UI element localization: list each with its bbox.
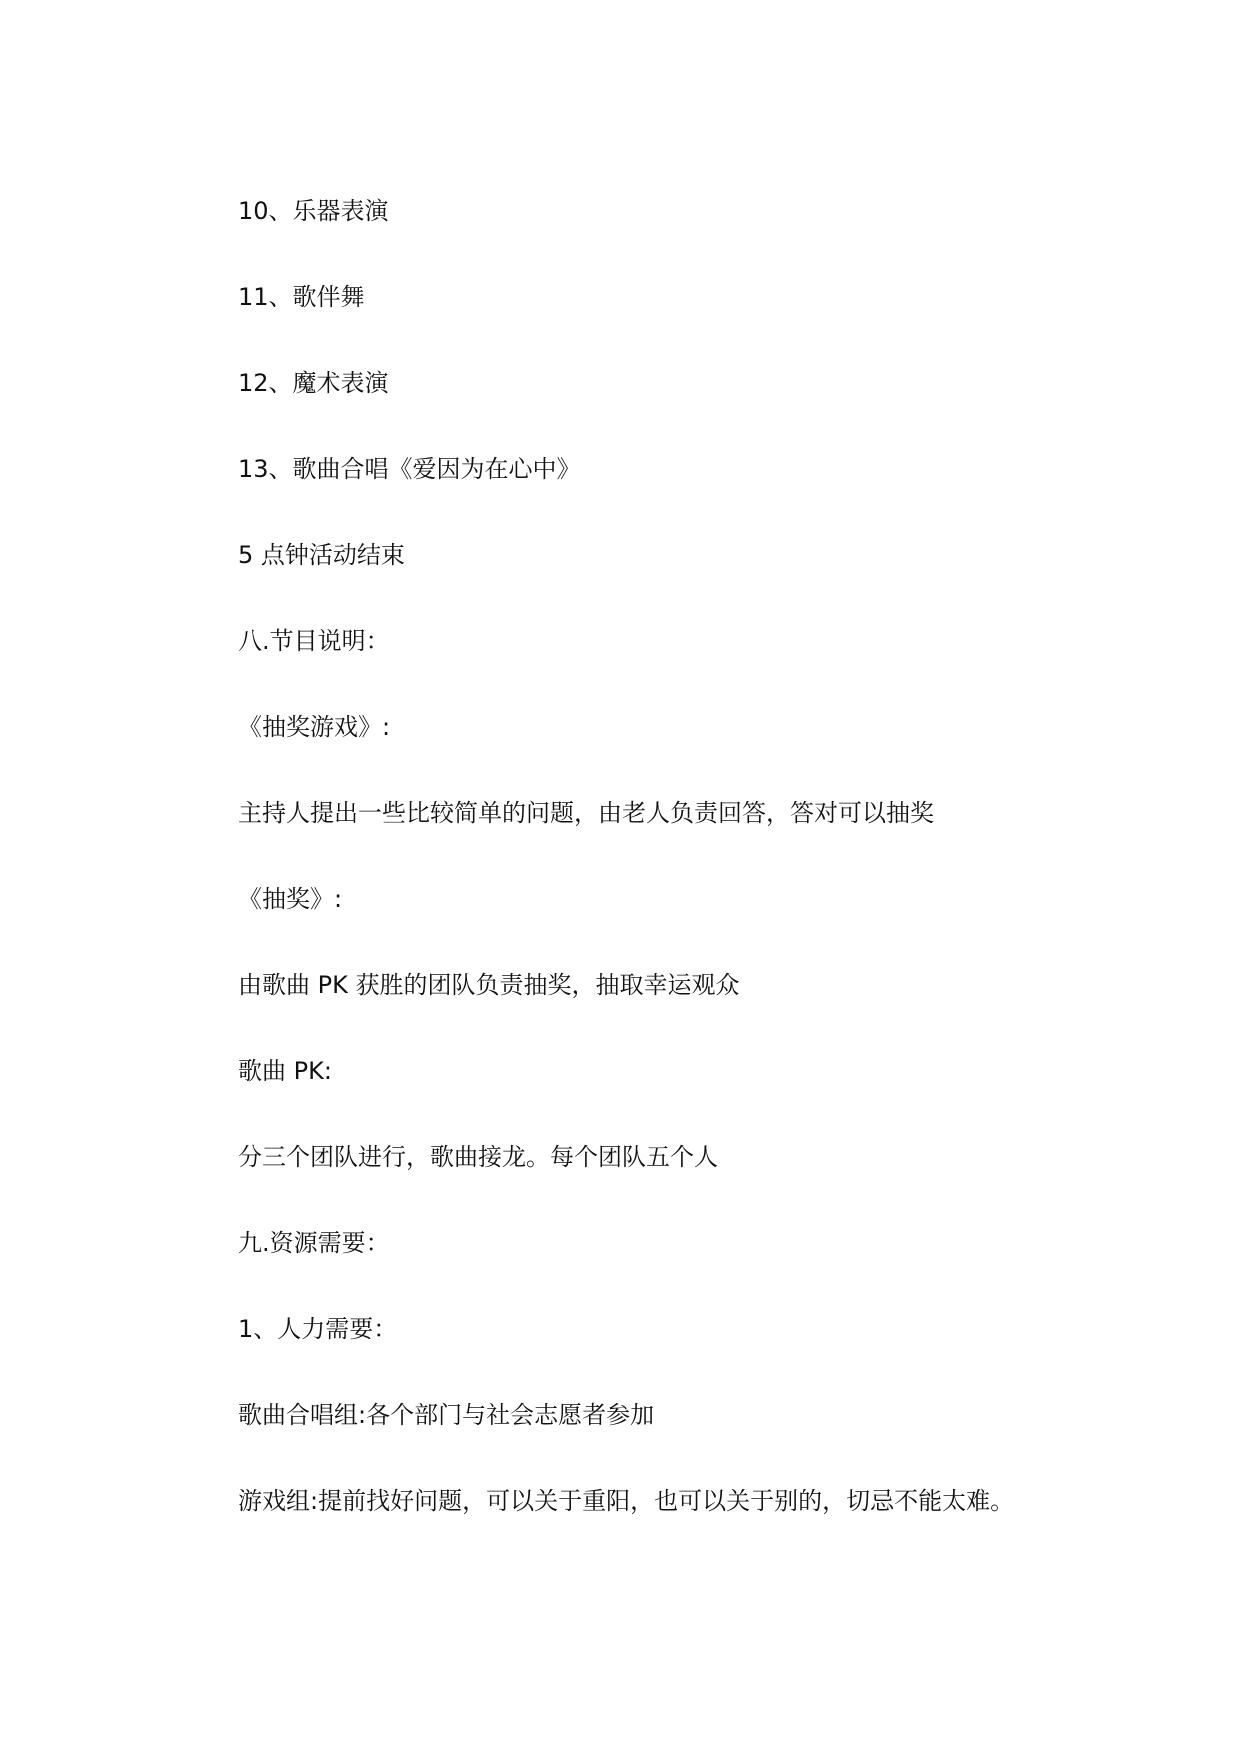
program-description-song-pk: 分三个团队进行，歌曲接龙。每个团队五个人 xyxy=(238,1143,718,1171)
section-heading-program-notes: 八.节目说明： xyxy=(238,627,390,655)
program-description-lottery-game: 主持人提出一些比较简单的问题，由老人负责回答，答对可以抽奖 xyxy=(238,799,934,827)
document-body xyxy=(238,196,1138,1572)
section-heading-resources: 九.资源需要： xyxy=(238,1229,390,1257)
subsection-heading-manpower: 1、人力需要： xyxy=(238,1315,398,1343)
program-description-lottery: 由歌曲 PK 获胜的团队负责抽奖，抽取幸运观众 xyxy=(238,971,740,999)
list-item-magic-show: 12、魔术表演 xyxy=(238,369,389,397)
program-title-lottery-game: 《抽奖游戏》: xyxy=(238,713,391,741)
program-title-lottery: 《抽奖》: xyxy=(238,885,343,913)
list-item-instrument-performance: 10、乐器表演 xyxy=(238,197,389,225)
event-end-time: 5 点钟活动结束 xyxy=(238,541,405,569)
program-title-song-pk: 歌曲 PK: xyxy=(238,1057,332,1085)
list-item-song-dance: 11、歌伴舞 xyxy=(238,283,365,311)
list-item-chorus: 13、歌曲合唱《爱因为在心中》 xyxy=(238,455,581,483)
resource-item-chorus-group: 歌曲合唱组:各个部门与社会志愿者参加 xyxy=(238,1401,655,1429)
resource-item-game-group: 游戏组:提前找好问题，可以关于重阳，也可以关于别的，切忌不能太难。 xyxy=(238,1487,1015,1515)
